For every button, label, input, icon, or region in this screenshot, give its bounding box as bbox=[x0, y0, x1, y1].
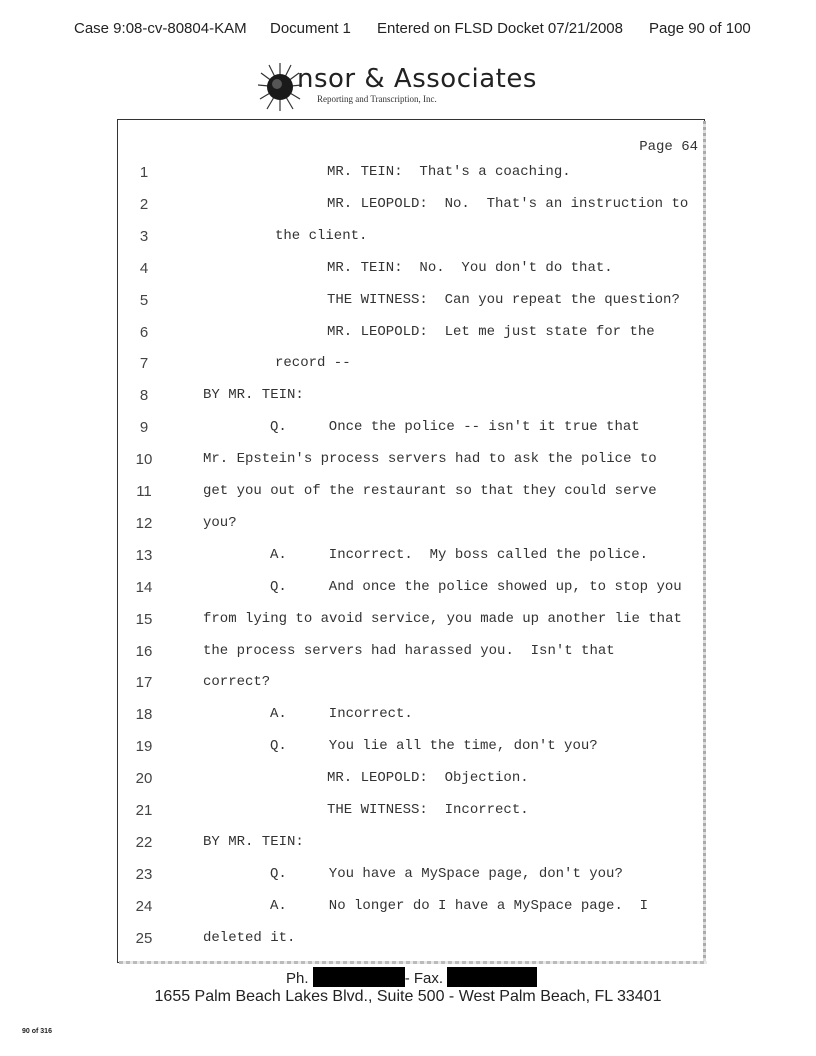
transcript-line bbox=[0, 419, 816, 439]
line-text: you? bbox=[203, 514, 237, 531]
page-count: Page 90 of 100 bbox=[649, 20, 751, 37]
transcript-line bbox=[0, 196, 816, 216]
transcript-line bbox=[0, 738, 816, 758]
fax-label: - Fax. bbox=[404, 970, 444, 987]
line-text: THE WITNESS: Can you repeat the question? bbox=[327, 291, 680, 308]
line-text: MR. LEOPOLD: Let me just state for the bbox=[327, 323, 655, 340]
line-number: 23 bbox=[135, 865, 153, 883]
transcript-line bbox=[0, 483, 816, 503]
line-number: 16 bbox=[135, 642, 153, 660]
transcript-line bbox=[0, 611, 816, 631]
line-number: 10 bbox=[135, 451, 153, 469]
line-text: Q. Once the police -- isn't it true that bbox=[270, 419, 640, 436]
transcript-line bbox=[0, 547, 816, 567]
transcript-line bbox=[0, 324, 816, 344]
line-number: 14 bbox=[135, 578, 153, 596]
line-text: Q. And once the police showed up, to stop you bbox=[270, 578, 682, 595]
line-text: deleted it. bbox=[203, 929, 296, 946]
line-number: 15 bbox=[135, 610, 153, 628]
line-number: 6 bbox=[139, 323, 149, 341]
transcript-line bbox=[0, 164, 816, 184]
line-number: 1 bbox=[139, 164, 149, 181]
transcript-line bbox=[0, 515, 816, 535]
transcript-line bbox=[0, 292, 816, 312]
reporter-logo bbox=[257, 66, 557, 126]
phone-label: Ph. bbox=[286, 970, 309, 987]
redacted-phone bbox=[313, 967, 405, 987]
line-number: 17 bbox=[135, 674, 153, 692]
line-text: record -- bbox=[275, 355, 351, 372]
footer-address: 1655 Palm Beach Lakes Blvd., Suite 500 - West Palm Beach, FL 33401 bbox=[154, 988, 662, 1005]
line-number: 7 bbox=[139, 355, 149, 373]
line-number: 3 bbox=[139, 227, 149, 245]
transcript-line bbox=[0, 802, 816, 822]
line-number: 9 bbox=[139, 419, 149, 437]
line-text: A. Incorrect. My boss called the police. bbox=[270, 546, 649, 563]
transcript-line bbox=[0, 451, 816, 471]
line-number: 4 bbox=[139, 259, 149, 277]
line-text: BY MR. TEIN: bbox=[203, 833, 304, 850]
line-number: 25 bbox=[135, 929, 153, 947]
line-text: BY MR. TEIN: bbox=[203, 387, 304, 404]
line-number: 18 bbox=[135, 706, 153, 724]
transcript-line bbox=[0, 579, 816, 599]
line-text: MR. TEIN: That's a coaching. bbox=[327, 164, 571, 180]
line-number: 21 bbox=[135, 802, 153, 819]
transcript-line bbox=[0, 834, 816, 854]
transcript-line bbox=[0, 674, 816, 694]
line-number: 24 bbox=[135, 897, 153, 915]
transcript-line bbox=[0, 866, 816, 886]
redacted-fax bbox=[447, 967, 537, 987]
line-text: MR. LEOPOLD: No. That's an instruction to bbox=[327, 195, 689, 212]
line-text: MR. LEOPOLD: Objection. bbox=[327, 770, 529, 787]
line-number: 11 bbox=[136, 483, 152, 500]
line-number: 8 bbox=[139, 387, 149, 405]
entered-date: Entered on FLSD Docket 07/21/2008 bbox=[377, 20, 623, 37]
line-number: 12 bbox=[135, 514, 153, 532]
logo-name: nsor & Associates bbox=[297, 64, 537, 94]
side-page-count: 90 of 316 bbox=[22, 1028, 52, 1035]
line-text: THE WITNESS: Incorrect. bbox=[327, 802, 529, 818]
transcript-line bbox=[0, 706, 816, 726]
line-text: Q. You lie all the time, don't you? bbox=[270, 738, 598, 755]
transcript-line bbox=[0, 930, 816, 950]
logo-tagline: Reporting and Transcription, Inc. bbox=[317, 94, 437, 104]
line-text: correct? bbox=[203, 674, 271, 691]
line-number: 2 bbox=[139, 195, 149, 213]
line-text: Mr. Epstein's process servers had to ask the police to bbox=[203, 451, 657, 468]
frame-bottom-shadow bbox=[119, 961, 707, 964]
line-text: Q. You have a MySpace page, don't you? bbox=[270, 865, 623, 882]
line-text: the client. bbox=[275, 227, 368, 244]
case-number: Case 9:08-cv-80804-KAM bbox=[74, 20, 247, 37]
line-text: from lying to avoid service, you made up another lie that bbox=[203, 610, 682, 627]
transcript-line bbox=[0, 643, 816, 663]
document-number: Document 1 bbox=[270, 20, 351, 37]
line-number: 22 bbox=[135, 833, 153, 851]
transcript-line bbox=[0, 387, 816, 407]
line-number: 13 bbox=[135, 546, 153, 564]
line-number: 19 bbox=[135, 738, 153, 756]
transcript-page-label: Page 64 bbox=[639, 139, 698, 155]
transcript-line bbox=[0, 898, 816, 918]
transcript-line bbox=[0, 260, 816, 280]
line-text: MR. TEIN: No. You don't do that. bbox=[327, 259, 613, 276]
line-text: the process servers had harassed you. Isn't that bbox=[203, 642, 615, 659]
line-text: A. Incorrect. bbox=[270, 706, 413, 723]
line-number: 20 bbox=[135, 770, 153, 788]
transcript-line bbox=[0, 228, 816, 248]
line-text: A. No longer do I have a MySpace page. I bbox=[270, 897, 649, 914]
transcript-line bbox=[0, 355, 816, 375]
line-number: 5 bbox=[139, 291, 149, 309]
line-text: get you out of the restaurant so that they could serve bbox=[203, 483, 657, 499]
transcript-line bbox=[0, 770, 816, 790]
footer-contact bbox=[286, 967, 537, 987]
